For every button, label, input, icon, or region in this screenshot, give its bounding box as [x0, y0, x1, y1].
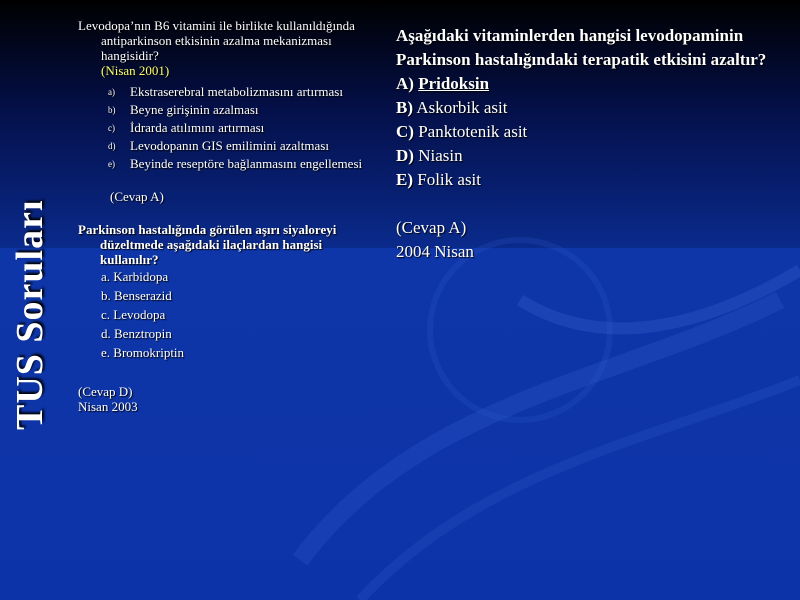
question-2-date: Nisan 2003: [78, 399, 138, 414]
option-item: D) Niasin: [396, 146, 463, 165]
question-2-options: [78, 269, 378, 360]
question-1-source: (Nisan 2001): [101, 63, 170, 78]
option-item: b. Benserazid: [101, 288, 172, 303]
option-item: e. Bromokriptin: [101, 345, 185, 360]
option-item: c. Levodopa: [101, 307, 166, 322]
sidebar-title: TUS Soruları: [9, 199, 51, 430]
option-item: A) Pridoksin: [396, 74, 490, 93]
right-column: [396, 24, 786, 264]
option-item: a. Karbidopa: [101, 269, 169, 284]
question-3-answer: (Cevap A): [396, 218, 467, 237]
option-item: E) Folik asit: [396, 170, 482, 189]
question-2-text: Parkinson hastalığında görülen aşırı siyaloreyi düzeltmede aşağıdaki ilaçlardan hangisi kullanılır?: [78, 222, 337, 267]
option-item: a) Ekstraserebral metabolizmasını artırması: [108, 84, 343, 99]
option-item: C) Panktotenik asit: [396, 122, 528, 141]
option-item: c) İdrarda atılımını artırması: [108, 120, 265, 135]
question-1: [78, 18, 378, 78]
option-item: b) Beyne girişinin azalması: [108, 102, 259, 117]
option-item: e) Beyinde reseptöre bağlanmasını engellemesi: [108, 156, 363, 171]
question-2-answer: (Cevap D): [78, 384, 133, 399]
question-3-text: Aşağıdaki vitaminlerden hangisi levodopaminin Parkinson hastalığındaki terapatik etkisini azaltır?: [396, 26, 767, 69]
option-item: d) Levodopanın GIS emilimini azaltması: [108, 138, 329, 153]
question-1-text: Levodopa’nın B6 vitamini ile birlikte kullanıldığında antiparkinson etkisinin azalma mekanizması hangisidir?: [78, 18, 355, 63]
option-item: B) Askorbik asit: [396, 98, 508, 117]
left-column: [78, 18, 378, 414]
question-1-options: [78, 84, 378, 171]
question-3-date: 2004 Nisan: [396, 242, 474, 261]
option-item: d. Benztropin: [101, 326, 172, 341]
question-1-answer: (Cevap A): [110, 189, 164, 204]
